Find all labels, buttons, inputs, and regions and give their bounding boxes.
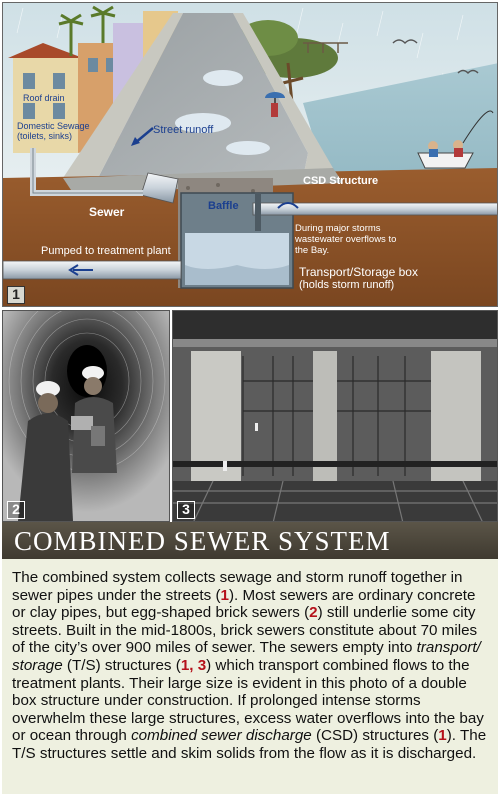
body-text-segment: ). Most sewers are ordinary concrete or clay pipes, but egg-shaped brick sewers ( [12,586,476,622]
body-text-segment: (CSD) structures ( [311,727,439,745]
brick-sewer-photo [2,310,170,522]
ts-box-note-label: (holds storm runoff) [299,279,395,291]
street-runoff-label: Street runoff [153,124,214,136]
sewer-illustration [2,2,498,307]
figure-ref: 1 [438,727,447,745]
description-box [2,559,498,794]
domestic-sewage-label: Domestic Sewage (toilets, sinks) [17,121,90,141]
page-title: COMBINED SEWER SYSTEM [14,526,391,556]
description-text [12,569,492,763]
body-text-segment: The combined system collects sewage and storm runoff together in sewer pipes under the streets ( [12,569,463,604]
sewer-label: Sewer [89,205,125,219]
body-text-segment: ). The T/S structures settle and skim solids from the flow as it is discharged. [12,727,487,762]
figure-ref: 1, 3 [180,656,207,674]
ts-box-construction-photo [172,310,498,522]
panel-number-3: 3 [177,501,195,519]
roof-drain-label: Roof drain [23,93,65,103]
ts-box-label: Transport/Storage box [299,265,418,279]
panel-number-2: 2 [7,501,25,519]
overflow-note-label: During major storms wastewater overflows to the Bay. [295,223,397,256]
baffle-label: Baffle [208,200,239,212]
body-text-segment: (T/S) structures ( [62,656,181,674]
title-band [2,522,498,559]
body-italic-term: transport/ storage [12,639,481,674]
illustration-graphic [3,3,498,307]
brick-sewer-graphic [3,311,170,522]
panel-number-1: 1 [7,286,25,304]
body-italic-term: combined sewer discharge [131,727,312,745]
body-text-segment: ) still underlie some city streets. Built in the mid-1800s, brick sewers constitute about 70 miles of the city’s over 900 miles of sewer. The sewers empty into [12,604,478,657]
figure-ref: 1 [220,586,229,604]
csd-structure-label: CSD Structure [303,175,379,187]
ts-construction-graphic [173,311,498,522]
pumped-label: Pumped to treatment plant [41,245,171,257]
body-text-segment: ) which transport combined flows to the treatment plants. Their large size is evident in this photo of a double box structure under construction. If prolonged intense storms overwhelm these large structures, excess water overflows into the bay or ocean through [12,656,484,745]
figure-ref: 2 [309,604,318,622]
